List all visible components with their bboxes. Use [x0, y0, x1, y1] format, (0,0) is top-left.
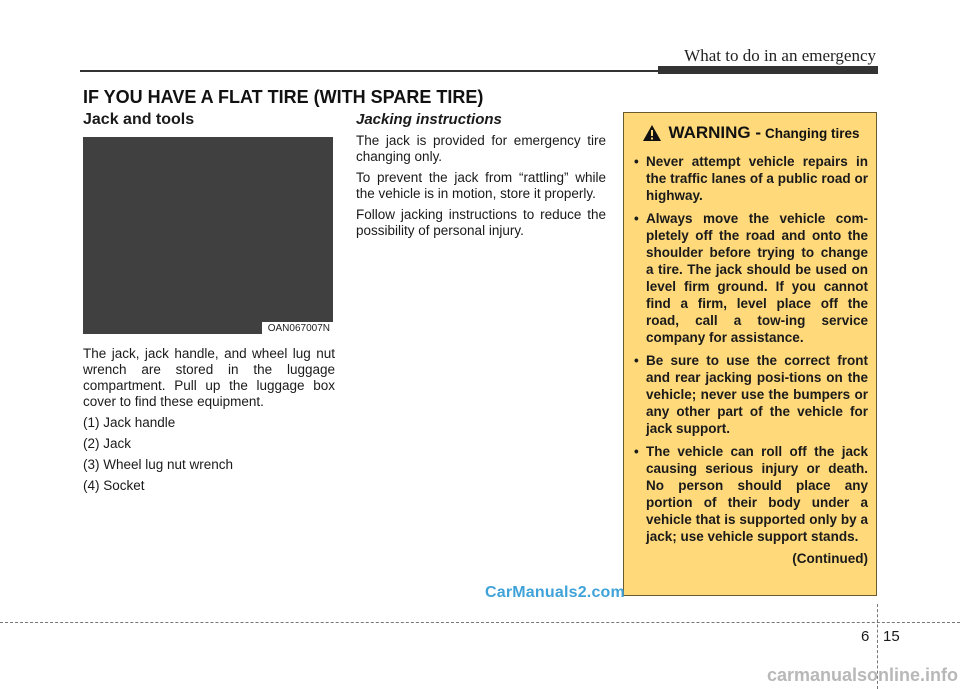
- jack-tools-heading: Jack and tools: [83, 111, 195, 128]
- jacking-column: [356, 111, 606, 244]
- jack-tools-intro: The jack, jack handle, and wheel lug nut wrench are stored in the luggage compartment. Pull up the luggage box cover to find these equipment.: [83, 346, 335, 409]
- jacking-paragraph: Follow jacking instructions to reduce the possibility of personal injury.: [356, 207, 606, 238]
- list-item: (2) Jack: [83, 436, 132, 451]
- watermark-link[interactable]: CarManuals2.com: [485, 584, 625, 601]
- warning-bullet: [634, 210, 868, 346]
- warning-bullet: [634, 153, 868, 204]
- warning-bullet-text: Always move the vehicle com-pletely off the road and onto the shoulder before trying to change a tire. The jack should be used on level firm ground. If you cannot find a firm, level place off the road, call a tow-ing service company for assistance.: [646, 211, 868, 345]
- jacking-heading: Jacking instructions: [356, 111, 502, 128]
- bullet-dot: •: [634, 154, 639, 169]
- continued-label: (Continued): [792, 551, 868, 566]
- warning-box: [623, 112, 877, 596]
- jack-tools-photo: [83, 137, 333, 334]
- list-item: (1) Jack handle: [83, 415, 176, 430]
- list-item: (4) Socket: [83, 478, 145, 493]
- header-bar: [658, 66, 878, 74]
- warning-bullet-text: Be sure to use the correct front and rear jacking posi-tions on the vehicle; never use the bumpers or any other part of the vehicle for jack support.: [646, 353, 868, 436]
- warning-bullet: [634, 443, 868, 545]
- page-number: 15: [883, 628, 900, 645]
- warning-bullet-text: The vehicle can roll off the jack causing serious injury or death. No person should place any portion of their body under a vehicle that is supported only by a jack; use vehicle support stands.: [646, 444, 868, 544]
- page-title: IF YOU HAVE A FLAT TIRE (WITH SPARE TIRE): [83, 87, 484, 107]
- bullet-dot: •: [634, 353, 639, 368]
- image-code: OAN067007N: [262, 322, 333, 334]
- jacking-paragraph: To prevent the jack from “rattling” while the vehicle is in motion, store it properly.: [356, 170, 606, 201]
- jack-tools-column: [83, 111, 335, 494]
- header-rule: [80, 70, 660, 72]
- section-header: What to do in an emergency: [684, 46, 876, 65]
- list-item: (3) Wheel lug nut wrench: [83, 457, 234, 472]
- warning-label: WARNING -: [668, 123, 762, 142]
- warning-bullet: [634, 352, 868, 437]
- footer-site-link[interactable]: carmanualsonline.info: [766, 665, 958, 685]
- footer-rule: [0, 622, 960, 623]
- jacking-paragraph: The jack is provided for emergency tire changing only.: [356, 133, 606, 164]
- bullet-dot: •: [634, 211, 639, 226]
- chapter-number: 6: [861, 628, 870, 645]
- bullet-dot: •: [634, 444, 639, 459]
- warning-topic: Changing tires: [765, 126, 860, 141]
- warning-header: [634, 123, 868, 143]
- warning-triangle-icon: [642, 124, 662, 142]
- warning-bullet-text: Never attempt vehicle repairs in the traffic lanes of a public road or highway.: [646, 154, 868, 203]
